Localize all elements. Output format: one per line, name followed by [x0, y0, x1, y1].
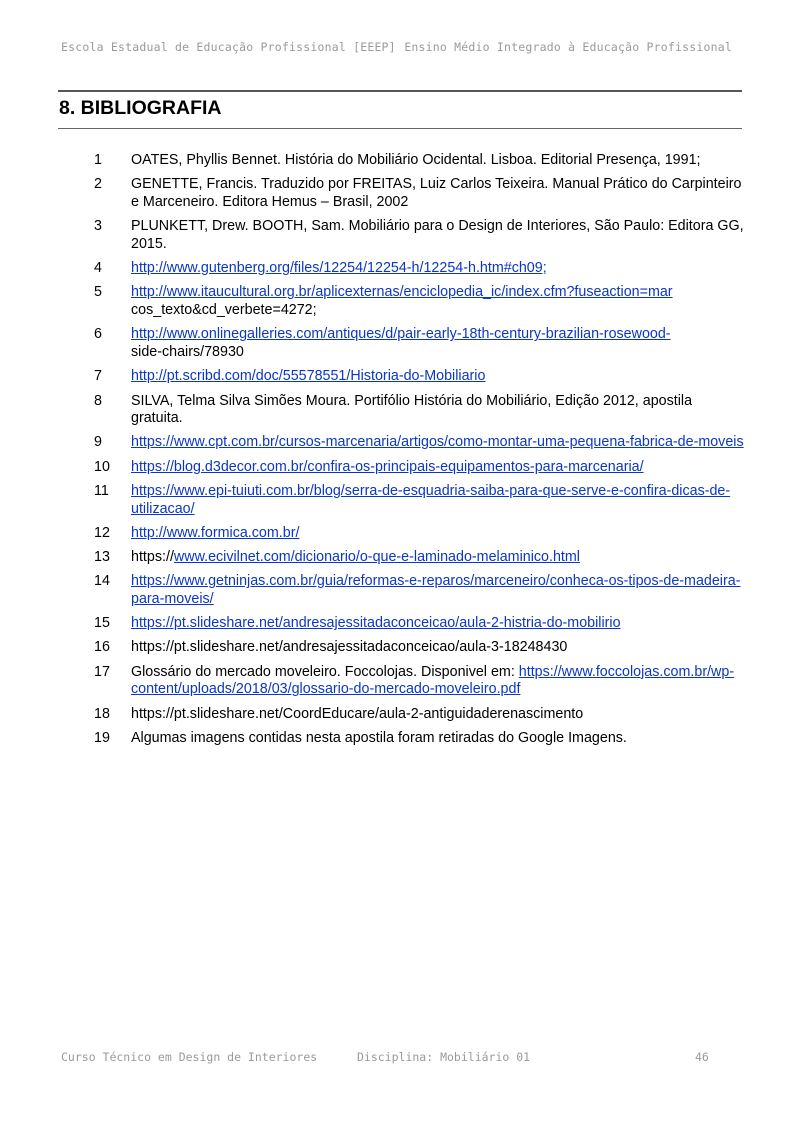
- reference-item: [94, 326, 744, 362]
- reference-body: [131, 393, 744, 429]
- footer-discipline: Disciplina: Mobiliário 01: [357, 1050, 531, 1064]
- reference-number: 2: [94, 176, 102, 193]
- header-school: Escola Estadual de Educação Profissional [EEEP]: [61, 40, 396, 54]
- reference-number: 16: [94, 639, 110, 656]
- reference-item: [94, 664, 744, 700]
- reference-list: [94, 152, 744, 754]
- reference-number: 15: [94, 615, 110, 632]
- reference-number: 12: [94, 524, 110, 541]
- reference-link[interactable]: http://www.formica.com.br/: [131, 524, 300, 541]
- reference-text-continuation: cos_texto&cd_verbete=4272;: [131, 302, 317, 319]
- reference-item: [94, 706, 744, 724]
- reference-item: [94, 218, 744, 254]
- reference-body: [131, 706, 744, 724]
- reference-body: [131, 152, 744, 170]
- reference-link[interactable]: https://www.foccolojas.com.br/wp-content/uploads/2018/03/glossario-do-mercado-moveleiro.pdf: [131, 663, 735, 698]
- reference-number: 10: [94, 458, 110, 475]
- reference-number: 19: [94, 729, 110, 746]
- reference-item: [94, 483, 744, 519]
- reference-item: [94, 152, 744, 170]
- reference-text: GENETTE, Francis. Traduzido por FREITAS, Luiz Carlos Teixeira. Manual Prático do Carpinteiro e Marceneiro. Editora Hemus – Brasil, 2002: [131, 176, 742, 210]
- reference-link[interactable]: http://pt.scribd.com/doc/55578551/Historia-do-Mobiliario: [131, 368, 486, 385]
- reference-body: [131, 326, 744, 362]
- reference-body: [131, 639, 744, 657]
- reference-item: [94, 615, 744, 633]
- reference-link[interactable]: https://blog.d3decor.com.br/confira-os-principais-equipamentos-para-marcenaria/: [131, 458, 644, 475]
- reference-link[interactable]: http://www.itaucultural.org.br/aplicexternas/enciclopedia_ic/index.cfm?fuseaction=mar: [131, 284, 673, 301]
- reference-item: [94, 434, 744, 452]
- reference-number: 11: [94, 482, 109, 499]
- reference-number: 14: [94, 573, 110, 590]
- reference-body: [131, 483, 744, 519]
- reference-text: Glossário do mercado moveleiro. Foccolojas. Disponivel em:: [131, 663, 519, 680]
- reference-text: PLUNKETT, Drew. BOOTH, Sam. Mobiliário para o Design de Interiores, São Paulo: Editora GG, 2015.: [131, 218, 744, 252]
- reference-body: [131, 434, 744, 452]
- reference-number: 13: [94, 549, 110, 566]
- reference-link[interactable]: www.ecivilnet.com/dicionario/o-que-e-laminado-melaminico.html: [173, 549, 580, 566]
- footer-course: Curso Técnico em Design de Interiores: [61, 1050, 318, 1064]
- title-top-rule: [58, 90, 742, 92]
- reference-body: [131, 525, 744, 543]
- reference-item: [94, 368, 744, 386]
- reference-link[interactable]: https://www.getninjas.com.br/guia/reformas-e-reparos/marceneiro/conheca-os-tipos-de-madeira-para-moveis/: [131, 573, 741, 608]
- reference-item: [94, 639, 744, 657]
- reference-item: [94, 393, 744, 429]
- reference-body: [131, 260, 744, 278]
- reference-body: [131, 615, 744, 633]
- reference-number: 1: [94, 152, 102, 168]
- reference-item: [94, 260, 744, 278]
- reference-body: [131, 730, 744, 748]
- reference-body: [131, 218, 744, 254]
- reference-text: Algumas imagens contidas nesta apostila foram retiradas do Google Imagens.: [131, 729, 627, 746]
- reference-number: 6: [94, 326, 102, 343]
- reference-text: https://: [131, 549, 174, 566]
- reference-link[interactable]: https://pt.slideshare.net/andresajessitadaconceicao/aula-2-histria-do-mobilirio: [131, 615, 621, 632]
- reference-text-continuation: side-chairs/78930: [131, 344, 244, 361]
- reference-item: [94, 730, 744, 748]
- title-bottom-rule: [58, 128, 742, 129]
- section-title: 8. BIBLIOGRAFIA: [59, 97, 222, 119]
- reference-item: [94, 525, 744, 543]
- reference-number: 8: [94, 392, 102, 409]
- reference-text: SILVA, Telma Silva Simões Moura. Portifólio História do Mobiliário, Edição 2012, apostila gratuita.: [131, 392, 693, 427]
- reference-text: https://pt.slideshare.net/andresajessitadaconceicao/aula-3-18248430: [131, 639, 568, 656]
- reference-item: [94, 573, 744, 609]
- reference-link[interactable]: http://www.onlinegalleries.com/antiques/d/pair-early-18th-century-brazilian-rosewood-: [131, 326, 671, 343]
- reference-item: [94, 284, 744, 320]
- reference-body: [131, 664, 744, 700]
- reference-number: 17: [94, 663, 110, 680]
- reference-number: 5: [94, 284, 102, 301]
- reference-link[interactable]: http://www.gutenberg.org/files/12254/12254-h/12254-h.htm#ch09;: [131, 260, 547, 277]
- reference-number: 4: [94, 260, 102, 277]
- reference-body: [131, 284, 744, 320]
- reference-text: OATES, Phyllis Bennet. História do Mobiliário Ocidental. Lisboa. Editorial Presença, 1991;: [131, 152, 701, 168]
- reference-body: [131, 573, 744, 609]
- reference-number: 18: [94, 705, 110, 722]
- reference-item: [94, 176, 744, 212]
- reference-body: [131, 459, 744, 477]
- reference-text: https://pt.slideshare.net/CoordEducare/aula-2-antiguidaderenascimento: [131, 705, 584, 722]
- reference-body: [131, 176, 744, 212]
- reference-link[interactable]: https://www.epi-tuiuti.com.br/blog/serra-de-esquadria-saiba-para-que-serve-e-confira-dicas-de-utilizacao/: [131, 482, 731, 517]
- reference-body: [131, 368, 744, 386]
- header-program: Ensino Médio Integrado à Educação Profissional: [404, 40, 732, 54]
- reference-item: [94, 459, 744, 477]
- reference-link[interactable]: https://www.cpt.com.br/cursos-marcenaria/artigos/como-montar-uma-pequena-fabrica-de-moveis: [131, 434, 744, 451]
- reference-body: [131, 549, 744, 567]
- reference-number: 3: [94, 218, 102, 235]
- page-number: 46: [695, 1050, 709, 1064]
- reference-number: 7: [94, 368, 102, 385]
- reference-item: [94, 549, 744, 567]
- reference-number: 9: [94, 434, 102, 451]
